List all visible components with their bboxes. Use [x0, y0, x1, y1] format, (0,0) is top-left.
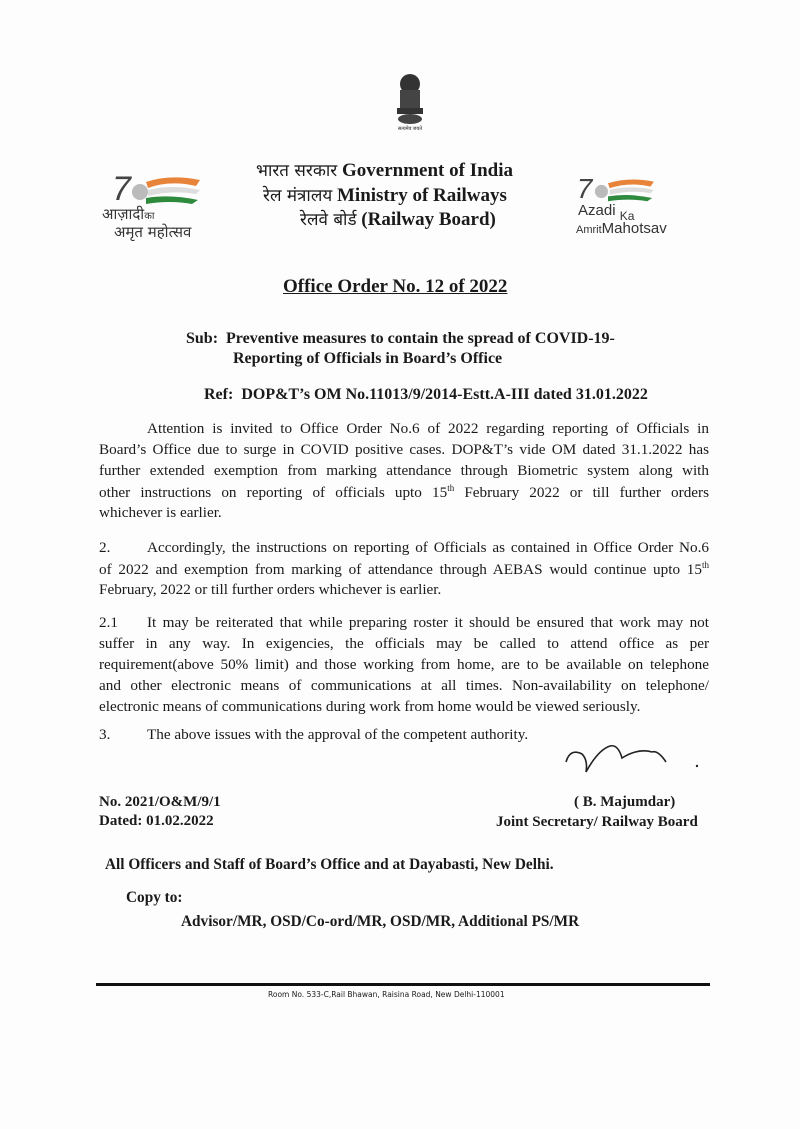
header-hindi-3: रेलवे बोर्ड — [300, 210, 357, 230]
para2-line: Accordingly, the instructions on reporting of Officials as contained in Office Order No.6 — [147, 539, 709, 556]
para2-number: 2. — [99, 539, 111, 556]
para1-line: Attention is invited to Office Order No.6 of 2022 regarding reporting of Officials in — [147, 420, 709, 437]
footer-divider — [96, 983, 710, 986]
logo-left-line2: अमृत महोत्सव — [114, 223, 192, 241]
azadi-logo-left — [100, 168, 220, 244]
file-number: No. 2021/O&M/9/1 — [99, 794, 221, 810]
para2-line: February, 2022 or till further orders whichever is earlier. — [99, 581, 442, 598]
header-hindi-1: भारत सरकार — [256, 161, 338, 181]
subject-line-2: Reporting of Officials in Board’s Office — [233, 350, 503, 367]
para21-line: and other electronic means of communications at all times. Non-availability on telephone/ — [99, 677, 709, 694]
logo-left-ka: का — [144, 211, 155, 222]
logo-left-line1: आज़ादी — [102, 205, 145, 223]
header-hindi-2: रेल मंत्रालय — [263, 186, 333, 206]
header-english-1: Government of India — [342, 160, 514, 181]
footer-address: Room No. 533-C,Rail Bhawan, Raisina Road, New Delhi-110001 — [268, 990, 505, 999]
text: February 2022 or till further orders — [454, 484, 709, 502]
page-title: Office Order No. 12 of 2022 — [283, 276, 508, 297]
para1-line — [99, 483, 709, 502]
para3-number: 3. — [99, 726, 111, 743]
signatory-designation: Joint Secretary/ Railway Board — [496, 814, 698, 830]
text: of 2022 and exemption from marking of attendance through AEBAS would continue upto 15 — [99, 561, 702, 579]
ref-label: Ref: — [204, 386, 234, 403]
para21-line: requirement(above 50% limit) and those working from home, are to be available on telephone — [99, 656, 709, 673]
logo-right-mahotsav: Mahotsav — [601, 220, 667, 237]
svg-text:7: 7 — [576, 173, 593, 204]
para3-text: The above issues with the approval of the competent authority. — [147, 726, 529, 743]
copy-to-list: Advisor/MR, OSD/Co-ord/MR, OSD/MR, Additional PS/MR — [181, 913, 580, 930]
para1-line: Board’s Office due to surge in COVID positive cases. DOP&T’s vide OM dated 31.1.2022 has — [99, 441, 709, 458]
text: other instructions on reporting of officials upto 15 — [99, 484, 448, 502]
copy-to-label: Copy to: — [126, 889, 183, 906]
para21-line: electronic means of communications during work from home would be viewed seriously. — [99, 698, 641, 715]
header-line-2 — [263, 183, 507, 207]
para21-number: 2.1 — [99, 614, 118, 631]
logo-right-amrit: Amrit — [576, 224, 602, 236]
superscript: th — [447, 483, 455, 493]
emblem-caption: सत्यमेव जयते — [397, 127, 423, 132]
dated: Dated: 01.02.2022 — [99, 813, 214, 829]
para21-line: It may be reiterated that while preparing roster it should be ensured that work may not — [147, 614, 709, 631]
header-line-3 — [300, 207, 496, 231]
para2-line — [99, 560, 709, 579]
reference — [204, 386, 648, 404]
para1-line: further extended exemption from marking attendance through Biometric system along with — [99, 462, 709, 479]
para21-line: suffer in any way. In exigencies, the officials may be called to attend office as per — [99, 635, 709, 652]
signatory-name: ( B. Majumdar) — [574, 794, 676, 810]
svg-text:7: 7 — [112, 170, 131, 208]
national-emblem — [388, 72, 432, 134]
superscript: th — [701, 560, 709, 570]
lion-capital-icon — [388, 72, 432, 134]
header-english-2: Ministry of Railways — [336, 185, 507, 206]
logo-right-azadi: Azadi — [578, 202, 616, 219]
header-english-3: (Railway Board) — [361, 209, 496, 230]
ref-text: DOP&T’s OM No.11013/9/2014-Estt.A-III dated 31.01.2022 — [241, 386, 648, 403]
subject-label: Sub: — [186, 330, 219, 347]
para1-line: whichever is earlier. — [99, 504, 222, 521]
addressee: All Officers and Staff of Board’s Office and at Dayabasti, New Delhi. — [105, 856, 554, 873]
azadi-logo-right — [572, 168, 702, 244]
header-line-1 — [256, 158, 513, 182]
logo-right-ka: Ka — [619, 209, 635, 223]
subject-text-1: Preventive measures to contain the spread of COVID-19- — [226, 330, 615, 347]
signature — [560, 740, 710, 780]
subject-line-1 — [186, 330, 615, 348]
